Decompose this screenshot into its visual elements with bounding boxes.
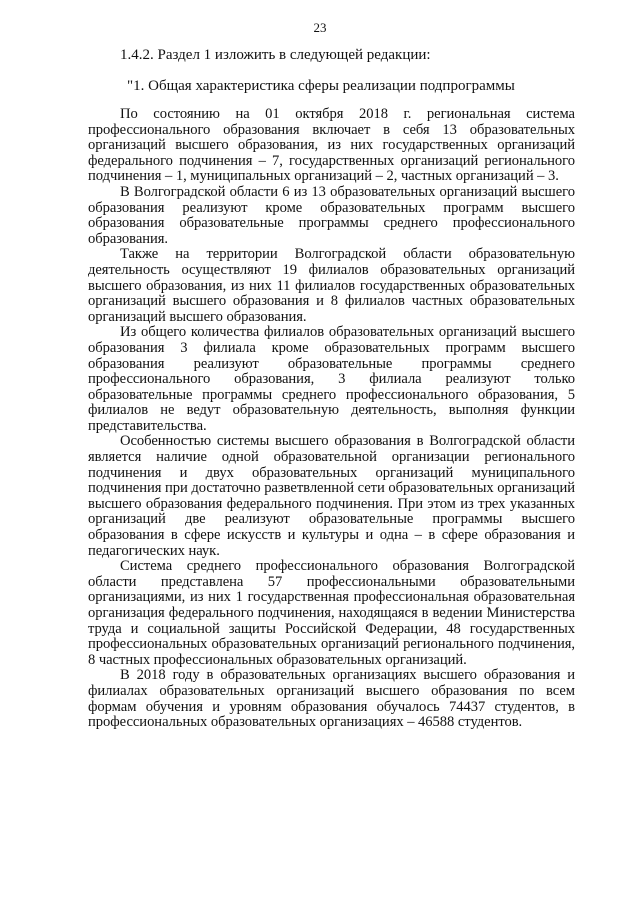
paragraph: В Волгоградской области 6 из 13 образовательных организаций высшего образования реализуют кроме образовательных программ высшего образования образовательные программы среднего профессионального образования. <box>88 183 575 247</box>
paragraph: Из общего количества филиалов образовательных организаций высшего образования 3 филиала кроме образовательных программ высшего образования реализуют образовательные программы среднего профессионального образования, 3 филиала реализуют только образовательные программы среднего профессионального образования, 5 филиалов не ведут образовательную деятельность, выполняя функции представительства. <box>88 324 575 434</box>
section-intro: 1.4.2. Раздел 1 изложить в следующей редакции: <box>120 47 431 63</box>
paragraph: По состоянию на 01 октября 2018 г. региональная система профессионального образования включает в себя 13 образовательных организаций высшего образования, из них государственных организаций федерального подчинения – 7, государственных организаций регионального подчинения – 1, муниципальных организаций – 2, частных организаций – 3. <box>88 106 575 185</box>
page-number: 23 <box>313 20 327 35</box>
paragraph: Также на территории Волгоградской области образовательную деятельность осуществляют 19 филиалов образовательных организаций высшего образования, из них 11 филиалов государственных образовательных организаций высшего образования и 8 филиалов частных образовательных организаций высшего образования. <box>88 246 575 325</box>
document-body <box>88 107 575 731</box>
section-title: "1. Общая характеристика сферы реализации подпрограммы <box>127 78 515 94</box>
paragraph: Особенностью системы высшего образования в Волгоградской области является наличие одной образовательной организации регионального подчинения и двух образовательных организаций муниципального подчинения при достаточно разветвленной сети образовательных организаций высшего образования федерального подчинения. При этом из трех указанных организаций две реализуют образовательные программы высшего образования в сфере искусств и культуры и одна – в сфере образования и педагогических наук. <box>88 433 575 559</box>
paragraph: Система среднего профессионального образования Волгоградской области представлена 57 профессиональными образовательными организациями, из них 1 государственная профессиональная образовательная организация федерального подчинения, находящаяся в ведении Министерства труда и социальной защиты Российской Федерации, 48 государственных профессиональных образовательных организаций регионального подчинения, 8 частных профессиональных образовательных организаций. <box>88 558 575 668</box>
paragraph: В 2018 году в образовательных организациях высшего образования и филиалах образовательных организаций высшего образования по всем формам обучения и уровням образования обучалось 74437 студентов, в профессиональных образовательных организациях – 46588 студентов. <box>88 667 575 731</box>
